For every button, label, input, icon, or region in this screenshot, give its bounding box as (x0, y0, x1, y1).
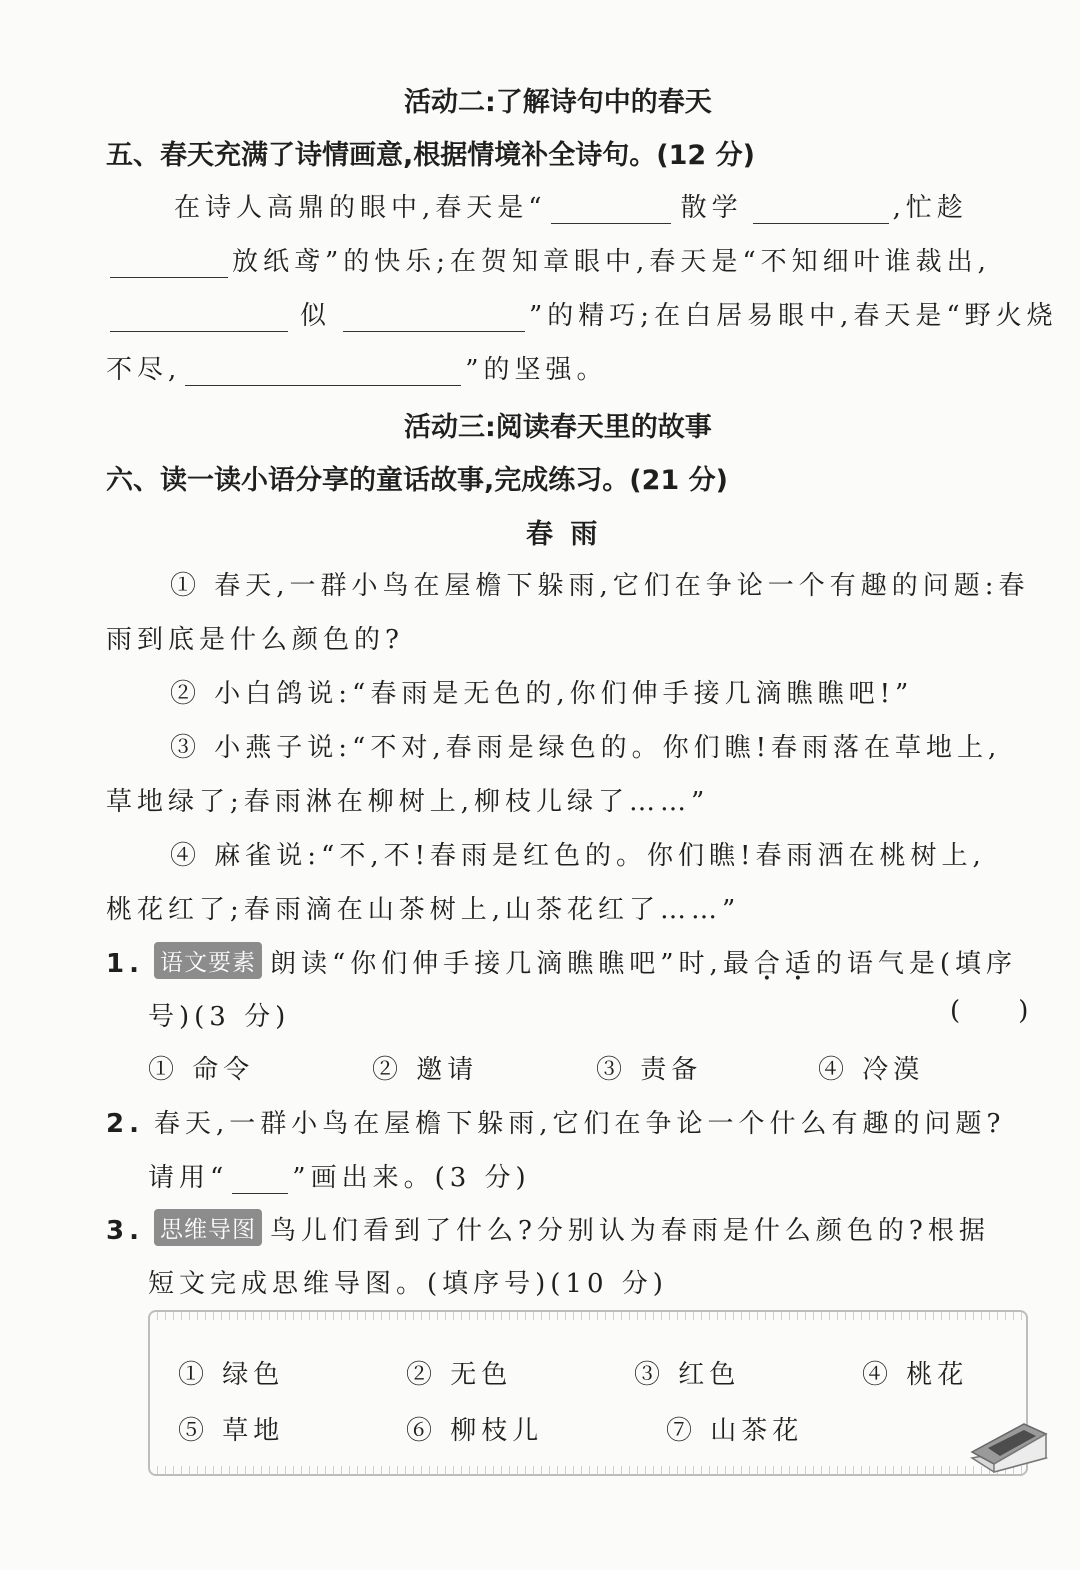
sub2-text: 春天,一群小鸟在屋檐下躲雨,它们在争论一个什么有趣的问题? (153, 1109, 1006, 1139)
question-number: 2. (106, 1109, 144, 1139)
option-invite[interactable]: ② 邀请 (372, 1055, 479, 1085)
emphasis-char: 合 (753, 949, 785, 979)
q5-line-1 (174, 187, 968, 224)
fill-blank[interactable] (110, 330, 288, 332)
story-paragraph-1-cont: 雨到底是什么颜色的? (106, 625, 404, 655)
activity-three-title: 活动三:阅读春天里的故事 (404, 412, 712, 443)
map-option-camellia[interactable]: ⑦ 山茶花 (666, 1416, 804, 1446)
q5-text: ,忙趁 (892, 193, 968, 223)
q5-text: 似 (300, 301, 332, 331)
sub1-text: 的语气是(填序 (815, 949, 1018, 979)
chinese-elements-tag: 语文要素 (154, 942, 262, 979)
sub-question-1 (106, 942, 1017, 980)
question-number: 3. (106, 1216, 144, 1246)
story-paragraph-4-cont: 桃花红了;春雨滴在山茶树上,山茶花红了……” (106, 895, 741, 925)
q5-line-3 (106, 295, 1058, 332)
story-paragraph-1: ① 春天,一群小鸟在屋檐下躲雨,它们在争论一个有趣的问题:春 (170, 571, 1030, 601)
fill-blank[interactable] (551, 222, 671, 224)
sub2-text: ”画出来。(3 分) (292, 1163, 531, 1193)
sub3-text: 鸟儿们看到了什么?分别认为春雨是什么颜色的?根据 (269, 1216, 990, 1246)
q5-text: 在诗人高鼎的眼中,春天是“ (174, 193, 547, 223)
sub2-text: 请用“ (148, 1163, 229, 1193)
question-five-heading: 五、春天充满了诗情画意,根据情境补全诗句。(12 分) (106, 140, 755, 171)
mind-map-tag: 思维导图 (154, 1209, 262, 1246)
map-option-colorless[interactable]: ② 无色 (406, 1360, 513, 1390)
sub2-line-2 (148, 1157, 531, 1194)
story-paragraph-2: ② 小白鸽说:“春雨是无色的,你们伸手接几滴瞧瞧吧!” (170, 679, 914, 709)
book-icon (966, 1418, 1050, 1482)
story-paragraph-3-cont: 草地绿了;春雨淋在柳树上,柳枝儿绿了……” (106, 787, 710, 817)
map-option-green[interactable]: ① 绿色 (178, 1360, 285, 1390)
story-paragraph-4: ④ 麻雀说:“不,不!春雨是红色的。你们瞧!春雨洒在桃树上, (170, 841, 986, 871)
q5-text: 放纸鸢”的快乐;在贺知章眼中,春天是“不知细叶谁裁出, (232, 247, 991, 277)
fill-blank[interactable] (185, 384, 461, 386)
emphasis-char: 适 (784, 949, 816, 979)
sub1-text: 朗读“你们伸手接几滴瞧瞧吧”时,最 (269, 949, 754, 979)
sub-question-2 (106, 1103, 1005, 1140)
q5-text: 不尽, (106, 355, 182, 385)
map-option-red[interactable]: ③ 红色 (634, 1360, 741, 1390)
map-option-grass[interactable]: ⑤ 草地 (178, 1416, 285, 1446)
q5-line-2 (106, 241, 991, 278)
mind-map-options-box (148, 1310, 1028, 1476)
story-paragraph-3: ③ 小燕子说:“不对,春雨是绿色的。你们瞧!春雨落在草地上, (170, 733, 1002, 763)
sub-question-3 (106, 1209, 990, 1247)
q5-text: 散学 (680, 193, 743, 223)
map-option-willow[interactable]: ⑥ 柳枝儿 (406, 1416, 544, 1446)
sub3-line-2: 短文完成思维导图。(填序号)(10 分) (148, 1269, 668, 1299)
story-title: 春 雨 (526, 519, 602, 550)
q5-text: ”的精巧;在白居易眼中,春天是“野火烧 (529, 301, 1058, 331)
option-command[interactable]: ① 命令 (148, 1055, 255, 1085)
question-six-heading: 六、读一读小语分享的童话故事,完成练习。(21 分) (106, 465, 728, 496)
answer-parentheses[interactable]: ( ) (950, 996, 1034, 1026)
option-cold[interactable]: ④ 冷漠 (818, 1055, 925, 1085)
map-option-peach-blossom[interactable]: ④ 桃花 (862, 1360, 969, 1390)
q5-line-4 (106, 349, 608, 386)
q5-text: ”的坚强。 (465, 355, 608, 385)
fill-blank[interactable] (753, 222, 889, 224)
sub1-line-2: 号)(3 分) (148, 1002, 291, 1032)
question-number: 1. (106, 949, 144, 979)
fill-blank[interactable] (110, 276, 228, 278)
fill-blank[interactable] (343, 330, 525, 332)
activity-two-title: 活动二:了解诗句中的春天 (404, 87, 712, 118)
option-blame[interactable]: ③ 责备 (596, 1055, 703, 1085)
underline-sample (232, 1192, 288, 1194)
